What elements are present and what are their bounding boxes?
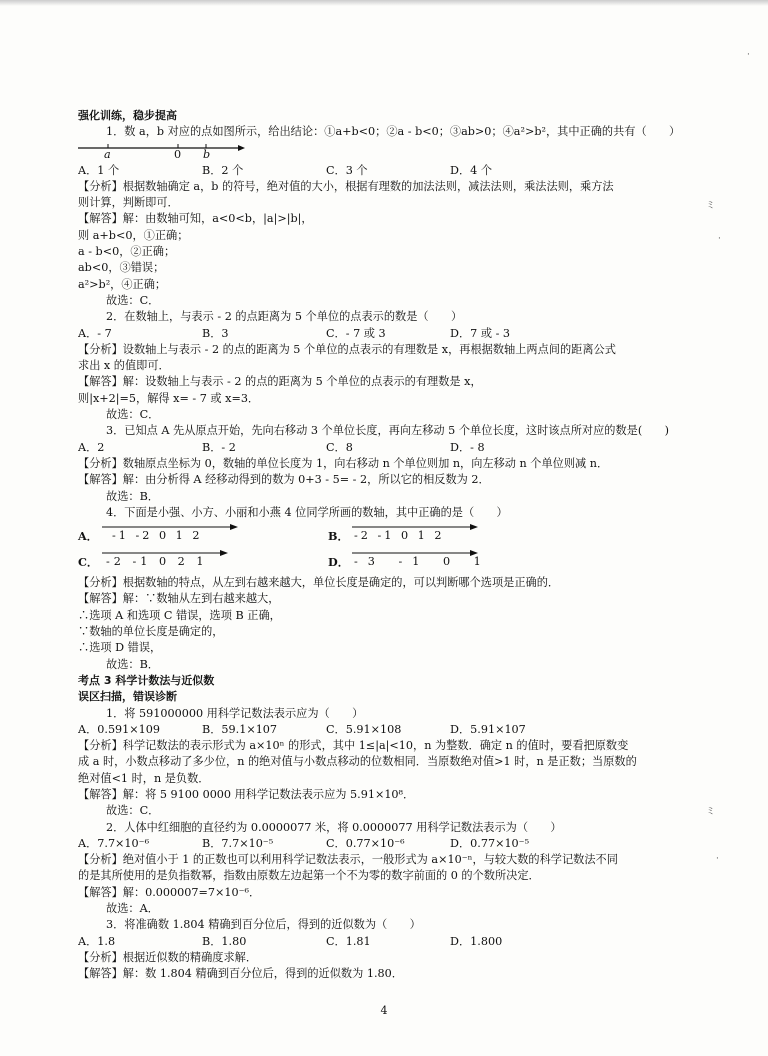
document-page (78, 108, 708, 983)
option-c: C．1.81 (326, 934, 371, 948)
analysis-line: 【分析】根据数轴确定 a，b 的符号，绝对值的大小，根据有理数的加法法则，减法法则，乘法法则，乘方法 (78, 179, 614, 193)
drawn-number-line (342, 549, 542, 575)
analysis-line: 【分析】数轴原点坐标为 0，数轴的单位长度为 1，向右移动 n 个单位则加 n，向左移动 n 个单位则减 n． (78, 456, 609, 470)
option-letter: A． (78, 528, 98, 543)
option-d: D．0.77×10⁻⁵ (450, 836, 530, 850)
analysis-line: 的是其所使用的是负指数幂，指数由原数左边起第一个不为零的数字前面的 0 的个数所决定． (78, 869, 540, 883)
tick-label: -2 (135, 529, 153, 543)
tick-label: -1 (398, 555, 430, 569)
scan-speck: · (718, 234, 721, 244)
option-d: D．5.91×107 (450, 722, 526, 736)
tick-label: -2 (354, 529, 371, 543)
option-d: D．1.800 (450, 934, 503, 948)
answer-line: ∴选项 A 和选项 C 错误，选项 B 正确， (78, 608, 281, 622)
answer-line: a²>b²，④正确； (78, 277, 167, 291)
analysis-line: 则计算，判断即可． (78, 196, 179, 210)
scan-speck: · (716, 854, 719, 864)
drawn-number-line (92, 523, 292, 549)
answer-line: 【解答】解：将 5 9100 0000 用科学记数法表示应为 5.91×10⁸． (78, 787, 415, 801)
tick-label: -3 (354, 555, 385, 569)
axis-options-row (78, 523, 708, 549)
option-c: C．- 7 或 3 (326, 326, 386, 340)
scan-speck: ミ (706, 807, 716, 817)
option-a: A．2 (78, 440, 105, 454)
tick-label: 2 (177, 555, 189, 569)
tick-label: 0 (400, 529, 412, 543)
option-c: C．8 (326, 440, 353, 454)
option-c: C．3 个 (326, 163, 368, 177)
tick-label: 2 (434, 529, 445, 543)
option-b: B．59.1×107 (202, 722, 278, 736)
answer-line: 故选：B． (106, 657, 159, 671)
answer-line: 【解答】解：设数轴上与表示 - 2 的点的距离为 5 个单位的点表示的有理数是 x， (78, 375, 482, 389)
drawn-number-line (342, 523, 542, 549)
analysis-line: 求出 x 的值即可． (78, 359, 170, 373)
question-stem: 4．下面是小强、小方、小丽和小燕 4 位同学所画的数轴，其中正确的是（ ） (106, 505, 508, 519)
answer-line: 【解答】解：0.000007=7×10⁻⁶． (78, 885, 261, 899)
scan-speck: ミ (706, 201, 716, 211)
tick-label: 1 (196, 555, 208, 569)
option-b: B．2 个 (202, 163, 244, 177)
number-line-figure (78, 141, 708, 163)
option-b: B．3 (202, 326, 229, 340)
tick-label: 0 (442, 555, 461, 569)
answer-options (78, 722, 708, 738)
option-letter: C． (78, 554, 99, 569)
option-b: B．1.80 (202, 934, 247, 948)
axis-label-0: 0 (174, 147, 182, 161)
tick-label: 0 (158, 529, 170, 543)
analysis-line: 【分析】根据数轴的特点，从左到右越来越大，单位长度是确定的，可以判断哪个选项是正确的． (78, 576, 560, 590)
answer-line: ∴选项 D 错误， (78, 641, 162, 655)
axis-option-a (78, 523, 328, 549)
analysis-line: 成 a 时，小数点移动了多少位，n 的绝对值与小数点移动的位数相同．当原数绝对值>1 时，n 是正数；当原数的 (78, 755, 637, 769)
analysis-line: 【分析】科学记数法的表示形式为 a×10ⁿ 的形式，其中 1≤|a|<10，n 为整数．确定 n 的值时，要看把原数变 (78, 739, 629, 753)
option-a: A．0.591×109 (78, 722, 161, 736)
option-d: D．7 或 - 3 (450, 326, 511, 340)
tick-label: -1 (112, 529, 129, 543)
option-d: D．- 8 (450, 440, 485, 454)
answer-line: 故选：C． (106, 293, 160, 307)
answer-line: 故选：A． (106, 902, 159, 916)
axis-option-b (328, 523, 542, 549)
answer-line: 故选：C． (106, 408, 160, 422)
answer-line: 【解答】解：由数轴可知，a<0<b，|a|>|b|， (78, 212, 313, 226)
section-heading: 误区扫描，错误诊断 (78, 690, 177, 704)
option-c: C．5.91×108 (326, 722, 402, 736)
tick-label: 2 (192, 529, 203, 543)
question-stem: 1．数 a，b 对应的点如图所示，给出结论：①a+b<0；②a - b<0；③ab>0；④a²>b²，其中正确的共有（ ） (106, 125, 681, 139)
analysis-line: 【分析】设数轴上与表示 - 2 的点的距离为 5 个单位的点表示的有理数是 x，再根据数轴上两点间的距离公式 (78, 342, 616, 356)
option-c: C．0.77×10⁻⁶ (326, 836, 405, 850)
option-a: A．1.8 (78, 934, 116, 948)
option-d: D．4 个 (450, 163, 493, 177)
answer-line: ab<0，③错误； (78, 261, 165, 275)
option-a: A．7.7×10⁻⁶ (78, 836, 150, 850)
answer-line: 【解答】解：数 1.804 精确到百分位后，得到的近似数为 1.80． (78, 967, 403, 981)
answer-options (78, 326, 708, 342)
axis-options-row (78, 549, 708, 575)
question-stem: 2．在数轴上，与表示 - 2 的点距离为 5 个单位的点表示的数是（ ） (106, 310, 463, 324)
tick-label: 1 (417, 529, 428, 543)
analysis-line: 绝对值<1 时，n 是负数． (78, 771, 210, 785)
analysis-line: 【分析】绝对值小于 1 的正数也可以利用科学记数法表示，一般形式为 a×10⁻ⁿ，与较大数的科学记数法不同 (78, 853, 618, 867)
tick-label: -1 (132, 555, 152, 569)
option-a: A．- 7 (78, 326, 112, 340)
answer-line: a - b<0，②正确； (78, 245, 176, 259)
tick-label: 1 (473, 555, 491, 569)
question-stem: 2．人体中红细胞的直径约为 0.0000077 米，将 0.0000077 用科学记数法表示为（ ） (106, 820, 562, 834)
answer-line: ∵数轴的单位长度是确定的， (78, 625, 224, 639)
answer-line: 则|x+2|=5，解得 x= - 7 或 x=3． (78, 391, 260, 405)
tick-label: 0 (158, 555, 171, 569)
answer-options (78, 163, 708, 179)
drawn-number-line (92, 549, 292, 575)
option-letter: D． (328, 554, 349, 569)
section-heading: 强化训练，稳步提高 (78, 109, 177, 122)
answer-options (78, 934, 708, 950)
question-stem: 1．将 591000000 用科学记数法表示应为（ ） (106, 706, 364, 720)
option-b: B．- 2 (202, 440, 236, 454)
answer-options (78, 836, 708, 852)
tick-label: -2 (106, 555, 125, 569)
analysis-line: 【分析】根据近似数的精确度求解． (78, 950, 258, 964)
answer-line: 【解答】解：由分析得 A 经移动得到的数为 0+3 - 5= - 2，所以它的相反数为 2． (78, 473, 490, 487)
option-a: A．1 个 (78, 163, 120, 177)
question-stem: 3．已知点 A 先从原点开始，先向右移动 3 个单位长度，再向左移动 5 个单位长度，这时该点所对应的数是( ) (106, 424, 669, 438)
scan-top-edge (0, 0, 768, 6)
answer-line: 故选：C． (106, 804, 160, 818)
answer-line: 则 a+b<0，①正确； (78, 228, 189, 242)
axis-label-b: b (203, 147, 211, 161)
option-b: B．7.7×10⁻⁵ (202, 836, 274, 850)
axis-option-d (328, 549, 542, 575)
page-number: 4 (380, 1004, 388, 1017)
answer-options (78, 440, 708, 456)
answer-line: 故选：B． (106, 489, 159, 503)
option-letter: B． (328, 528, 349, 543)
axis-label-a: a (104, 147, 111, 161)
tick-label: 1 (175, 529, 186, 543)
tick-label: -1 (377, 529, 395, 543)
answer-line: 【解答】解：∵数轴从左到右越来越大， (78, 592, 280, 606)
scan-speck: · (747, 50, 750, 60)
question-stem: 3．将准确数 1.804 精确到百分位后，得到的近似数为（ ） (106, 918, 421, 932)
axis-option-c (78, 549, 328, 575)
section-heading: 考点 3 科学计数法与近似数 (78, 673, 215, 687)
